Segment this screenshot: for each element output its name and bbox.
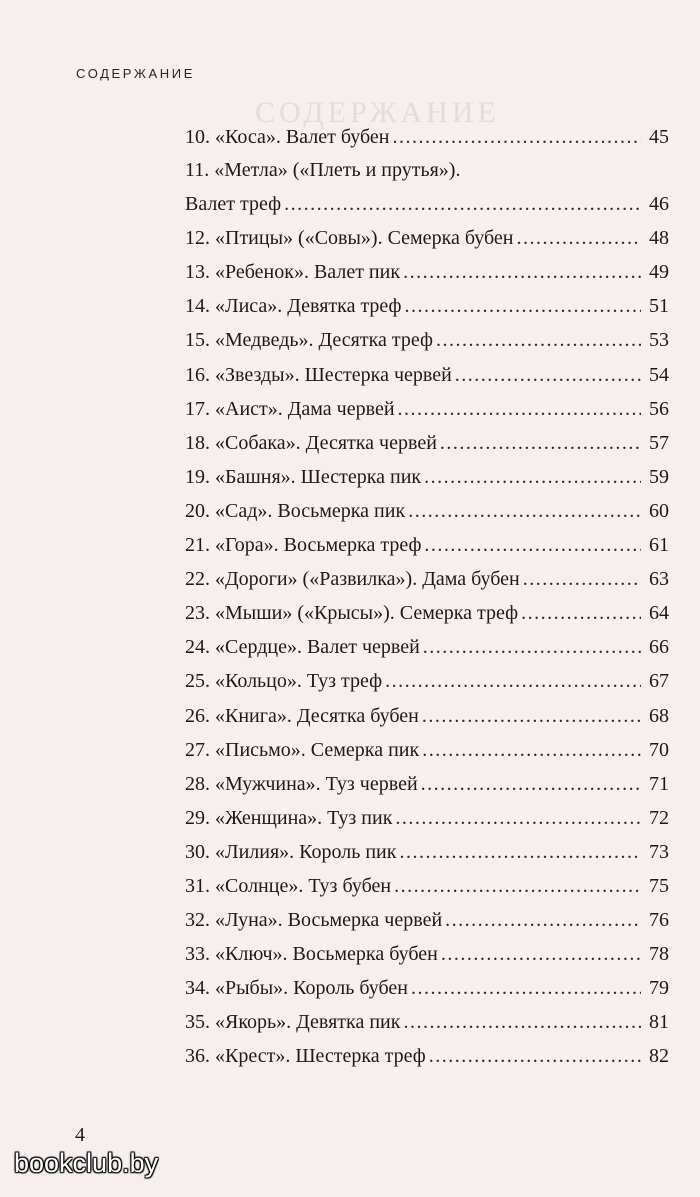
watermark-logo: bookclub.by	[14, 1148, 159, 1178]
toc-entry-page-number: 71	[649, 772, 669, 795]
dot-leader	[403, 255, 641, 289]
toc-entry-page-number: 78	[649, 943, 669, 966]
toc-entry-title: 29. «Женщина». Туз пик	[185, 806, 393, 829]
dot-leader	[455, 358, 641, 392]
toc-entry-title: 30. «Лилия». Король пик	[185, 840, 397, 863]
toc-entry-title: 32. «Луна». Восьмерка червей	[185, 909, 443, 932]
toc-entry-page-number: 54	[649, 363, 669, 386]
toc-entry[interactable]	[185, 323, 669, 357]
toc-entry-page-number: 63	[649, 568, 669, 591]
dot-leader	[422, 733, 641, 767]
toc-entry-title-line1: 11. «Метла» («Плеть и прутья»).	[185, 159, 461, 182]
dot-leader	[424, 528, 641, 562]
toc-entry-page-number: 51	[649, 295, 669, 318]
toc-entry-page-number: 68	[649, 704, 669, 727]
dot-leader	[422, 699, 641, 733]
toc-entry-page-number: 61	[649, 534, 669, 557]
toc-entry-title: 35. «Якорь». Девятка пик	[185, 1011, 401, 1034]
dot-leader	[440, 426, 641, 460]
toc-entry-title: Валет треф	[185, 193, 282, 216]
toc-entry[interactable]	[185, 154, 669, 221]
toc-entry-page-number: 56	[649, 397, 669, 420]
toc-entry-page-number: 66	[649, 636, 669, 659]
toc-entry-page-number: 70	[649, 738, 669, 761]
toc-entry-page-number: 76	[649, 909, 669, 932]
toc-entry-page-number: 64	[649, 602, 669, 625]
toc-entry-page-number: 53	[649, 329, 669, 352]
dot-leader	[423, 630, 641, 664]
toc-entry-title: 19. «Башня». Шестерка пик	[185, 465, 422, 488]
toc-entry-title: 15. «Медведь». Десятка треф	[185, 329, 433, 352]
toc-entry-page-number: 75	[649, 874, 669, 897]
toc-entry[interactable]	[185, 937, 669, 971]
toc-entry-page-number: 48	[649, 227, 669, 250]
toc-entry-title: 22. «Дороги» («Развилка»). Дама бубен	[185, 568, 520, 591]
table-of-contents	[185, 120, 669, 1074]
toc-entry-title: 28. «Мужчина». Туз червей	[185, 772, 418, 795]
dot-leader	[385, 664, 641, 698]
toc-entry[interactable]	[185, 733, 669, 767]
dot-leader	[405, 289, 641, 323]
dot-leader	[398, 392, 641, 426]
toc-entry[interactable]	[185, 1039, 669, 1073]
dot-leader	[424, 460, 641, 494]
toc-entry[interactable]	[185, 903, 669, 937]
toc-entry[interactable]	[185, 801, 669, 835]
dot-leader	[521, 596, 641, 630]
toc-entry-page-number: 72	[649, 806, 669, 829]
dot-leader	[392, 120, 641, 154]
dot-leader	[421, 767, 641, 801]
toc-entry-title: 34. «Рыбы». Король бубен	[185, 977, 408, 1000]
toc-entry-page-number: 60	[649, 499, 669, 522]
toc-entry[interactable]	[185, 596, 669, 630]
toc-entry-page-number: 57	[649, 431, 669, 454]
toc-entry-page-number: 73	[649, 840, 669, 863]
toc-entry[interactable]	[185, 392, 669, 426]
bleed-through-text: СОДЕРЖАНИЕ	[255, 96, 500, 129]
toc-entry-title: 21. «Гора». Восьмерка треф	[185, 534, 422, 557]
toc-entry[interactable]	[185, 460, 669, 494]
dot-leader	[517, 221, 642, 255]
toc-entry-title: 33. «Ключ». Восьмерка бубен	[185, 943, 438, 966]
dot-leader	[445, 903, 641, 937]
toc-entry[interactable]	[185, 528, 669, 562]
toc-entry-title: 25. «Кольцо». Туз треф	[185, 670, 383, 693]
toc-entry-title: 31. «Солнце». Туз бубен	[185, 874, 392, 897]
dot-leader	[403, 1005, 641, 1039]
toc-entry[interactable]	[185, 1005, 669, 1039]
toc-entry-title: 36. «Крест». Шестерка треф	[185, 1045, 426, 1068]
toc-entry-page-number: 79	[649, 977, 669, 1000]
toc-entry[interactable]	[185, 120, 669, 154]
toc-entry-title: 10. «Коса». Валет бубен	[185, 126, 390, 148]
toc-entry-title: 12. «Птицы» («Совы»). Семерка бубен	[185, 227, 514, 250]
dot-leader	[429, 1039, 641, 1073]
toc-entry-title: 17. «Аист». Дама червей	[185, 397, 395, 420]
toc-entry[interactable]	[185, 699, 669, 733]
toc-entry-title: 23. «Мыши» («Крысы»). Семерка треф	[185, 602, 519, 625]
toc-entry-title: 13. «Ребенок». Валет пик	[185, 261, 401, 284]
toc-entry[interactable]	[185, 767, 669, 801]
toc-entry[interactable]	[185, 664, 669, 698]
toc-entry-page-number: 45	[649, 126, 669, 148]
toc-entry-title: 20. «Сад». Восьмерка пик	[185, 499, 406, 522]
toc-entry-page-number: 46	[649, 193, 669, 216]
toc-entry-title: 27. «Письмо». Семерка пик	[185, 738, 420, 761]
dot-leader	[408, 494, 641, 528]
dot-leader	[523, 562, 641, 596]
running-head: СОДЕРЖАНИЕ	[76, 66, 196, 81]
toc-entry-page-number: 81	[649, 1011, 669, 1034]
toc-entry[interactable]	[185, 289, 669, 323]
toc-entry[interactable]	[185, 358, 669, 392]
toc-entry[interactable]	[185, 971, 669, 1005]
toc-entry-title: 18. «Собака». Десятка червей	[185, 431, 437, 454]
toc-entry-title: 26. «Книга». Десятка бубен	[185, 704, 419, 727]
dot-leader	[394, 869, 641, 903]
toc-entry-title: 14. «Лиса». Девятка треф	[185, 295, 402, 318]
dot-leader	[441, 937, 641, 971]
toc-entry-page-number: 59	[649, 465, 669, 488]
toc-entry[interactable]	[185, 255, 669, 289]
toc-entry[interactable]	[185, 562, 669, 596]
dot-leader	[436, 323, 641, 357]
dot-leader	[395, 801, 641, 835]
dot-leader	[411, 971, 641, 1005]
toc-entry[interactable]	[185, 494, 669, 528]
page-number: 4	[75, 1124, 85, 1146]
dot-leader	[399, 835, 641, 869]
toc-entry-page-number: 82	[649, 1045, 669, 1068]
toc-entry[interactable]	[185, 630, 669, 664]
toc-entry-title: 16. «Звезды». Шестерка червей	[185, 363, 452, 386]
toc-entry[interactable]	[185, 426, 669, 460]
toc-entry[interactable]	[185, 221, 669, 255]
toc-entry-page-number: 67	[649, 670, 669, 693]
toc-entry-page-number: 49	[649, 261, 669, 284]
dot-leader	[284, 187, 641, 221]
toc-entry[interactable]	[185, 835, 669, 869]
toc-entry[interactable]	[185, 869, 669, 903]
toc-entry-title: 24. «Сердце». Валет червей	[185, 636, 420, 659]
